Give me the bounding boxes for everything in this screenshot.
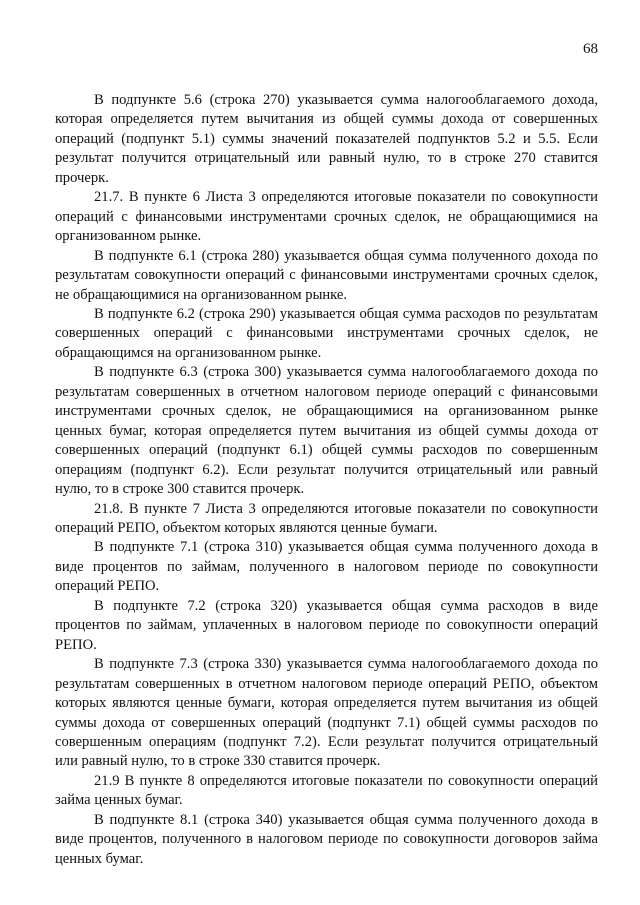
paragraph-7-2: В подпункте 7.2 (строка 320) указывается общая сумма расходов в виде процентов по займам, уплаченных в налоговом периоде по совокупности операций РЕПО. [55,597,598,653]
paragraph-6-2: В подпункте 6.2 (строка 290) указывается общая сумма расходов по результатам совершенных операций с финансовыми инструментами срочных сделок, не обращающимся на организованном рынке. [55,305,598,361]
paragraph-8-1: В подпункте 8.1 (строка 340) указывается общая сумма полученного дохода в виде процентов, полученного в налоговом периоде по совокупности договоров займа ценных бумаг. [55,811,598,867]
paragraph-21-8: 21.8. В пункте 7 Листа 3 определяются итоговые показатели по совокупности операций РЕПО, объектом которых являются ценные бумаги. [55,500,598,536]
page-number: 68 [583,41,598,57]
paragraph-21-9: 21.9 В пункте 8 определяются итоговые показатели по совокупности операций займа ценных бумаг. [55,772,598,809]
paragraph-7-1: В подпункте 7.1 (строка 310) указывается общая сумма полученного дохода в виде процентов по займам, полученного в налоговом периоде по совокупности операций РЕПО. [55,539,598,595]
paragraph-7-3: В подпункте 7.3 (строка 330) указывается сумма налогооблагаемого дохода по результатам совершенных в отчетном налоговом периоде операций РЕПО, объектом которых являются ценные бумаги, которая определяется путем вычитания из общей суммы дохода от совершенных операций (подпункт 7.1) общей суммы расходов по совершенным операциям (подпункт 7.2). Если результат получится отрицательный или равный нулю, то в строке 330 ставится прочерк. [55,656,598,770]
paragraph-6-3: В подпункте 6.3 (строка 300) указывается сумма налогооблагаемого дохода по результатам совершенных в отчетном налоговом периоде операций с финансовыми инструментами срочных сделок, не обращающимися на организованном рынке ценных бумаг, которая определяется путем вычитания из общей суммы дохода от совершенных операций (подпункт 6.1) общей суммы расходов по совершенным операциям (подпункт 6.2). Если результат получится отрицательный или равный нулю, то в строке 300 ставится прочерк. [55,364,598,498]
document-body [55,91,598,869]
paragraph-6-1: В подпункте 6.1 (строка 280) указывается общая сумма полученного дохода по результатам совокупности операций с финансовыми инструментами срочных сделок, не обращающимися на организованном рынке. [55,247,598,303]
paragraph-21-7: 21.7. В пункте 6 Листа 3 определяются итоговые показатели по совокупности операций с финансовыми инструментами срочных сделок, не обращающимися на организованном рынке. [55,189,598,245]
paragraph-5-6: В подпункте 5.6 (строка 270) указывается сумма налогооблагаемого дохода, которая определяется путем вычитания из общей суммы дохода от совершенных операций (подпункт 5.1) суммы значений показателей подпунктов 5.2 и 5.5. Если результат получится отрицательный или равный нулю, то в строке 270 ставится прочерк. [55,92,598,186]
